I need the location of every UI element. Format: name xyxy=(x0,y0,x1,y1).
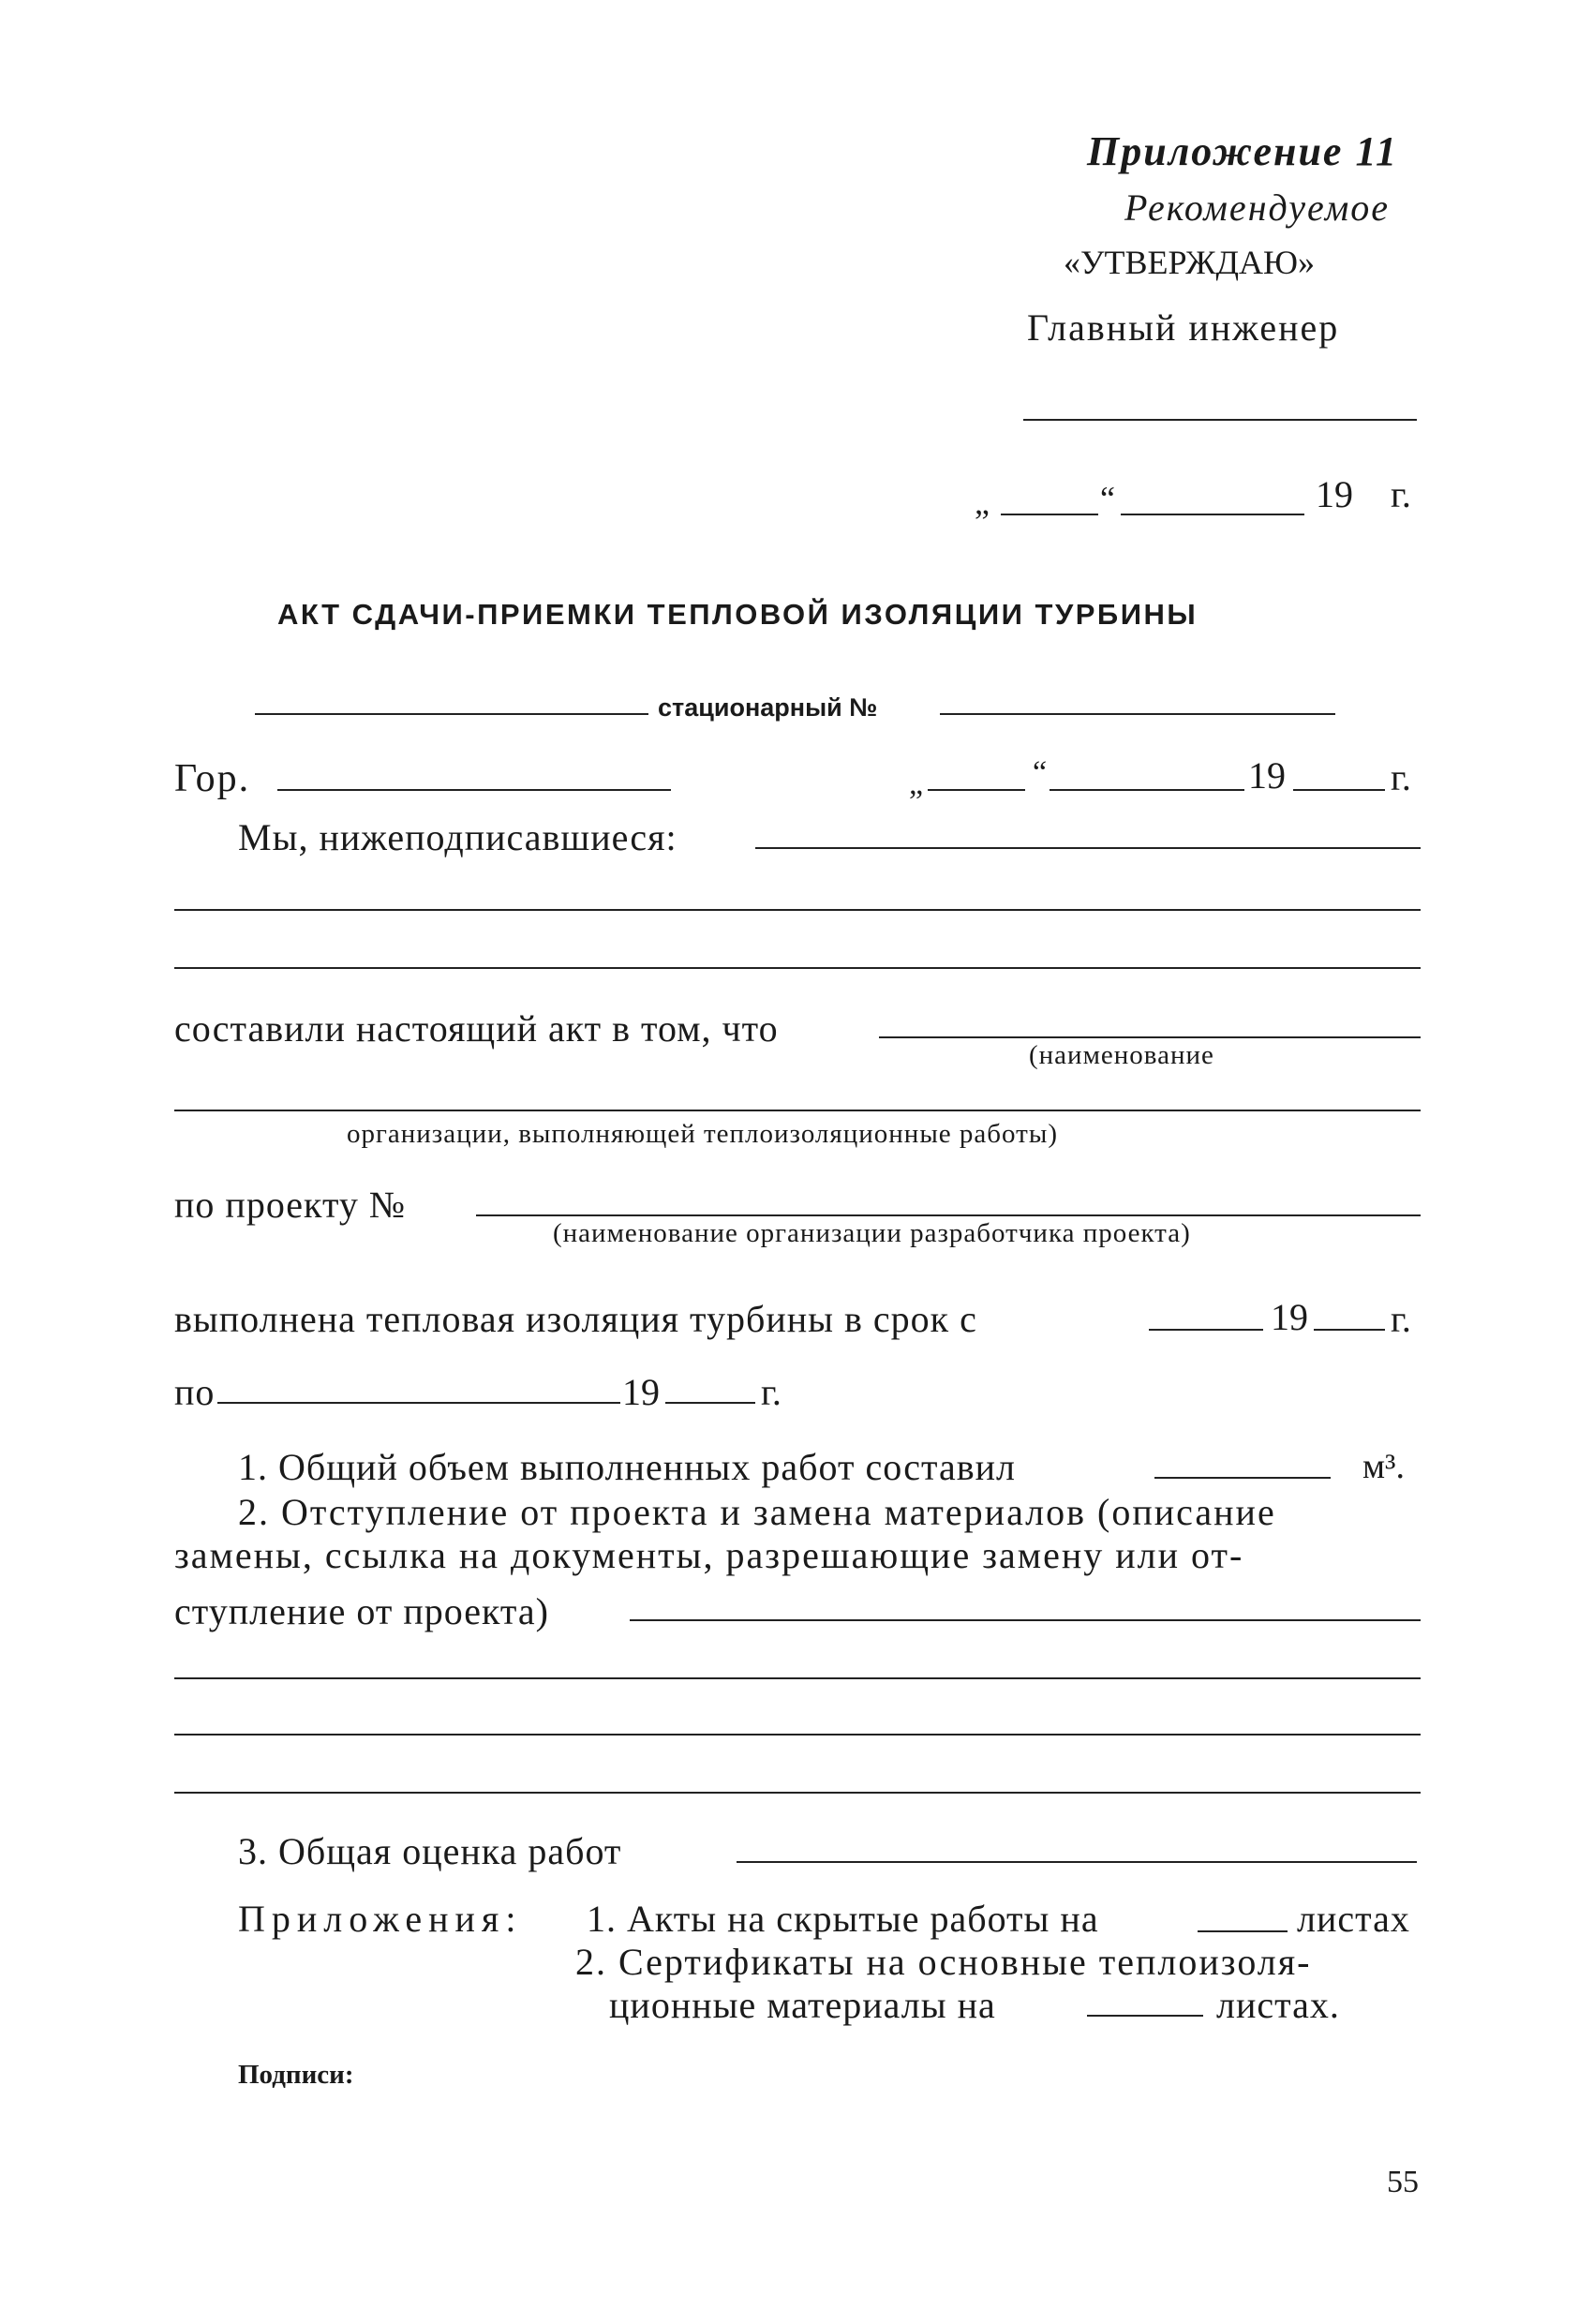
act-date-year-line[interactable] xyxy=(1293,789,1385,791)
item2-line1: 2. Отступление от проекта и замена материалов (описание xyxy=(238,1491,1276,1533)
approve-date-year-suffix: г. xyxy=(1391,473,1411,515)
city-label: Гор. xyxy=(174,757,251,800)
appendix-title: Приложение 11 xyxy=(1087,128,1399,174)
period-suffix-2: г. xyxy=(761,1371,782,1413)
attachment2-unit: листах. xyxy=(1216,1984,1340,2026)
chief-engineer-label: Главный инженер xyxy=(1027,306,1340,349)
city-line[interactable] xyxy=(277,789,671,791)
undersigned-line-2[interactable] xyxy=(174,909,1421,911)
period-to-label: по xyxy=(174,1371,216,1413)
period-start-line[interactable] xyxy=(1149,1329,1263,1331)
act-date-day-line[interactable] xyxy=(928,789,1025,791)
signatures-label: Подписи: xyxy=(238,2060,354,2090)
stationary-number-label: стационарный № xyxy=(658,693,878,722)
deviations-line-4[interactable] xyxy=(174,1792,1421,1794)
deviations-line-2[interactable] xyxy=(174,1677,1421,1679)
page-number: 55 xyxy=(1387,2165,1419,2199)
attachment1-text: 1. Акты на скрытые работы на xyxy=(587,1898,1099,1940)
period-year-1-line[interactable] xyxy=(1314,1329,1385,1331)
attachment2-sheets-line[interactable] xyxy=(1087,2015,1203,2017)
overall-assessment-line[interactable] xyxy=(737,1861,1417,1863)
volume-unit: м³. xyxy=(1362,1447,1405,1486)
act-date-month-line[interactable] xyxy=(1050,789,1244,791)
composed-act-label: составили настоящий акт в том, что xyxy=(174,1007,779,1050)
document-title: АКТ СДАЧИ-ПРИЕМКИ ТЕПЛОВОЙ ИЗОЛЯЦИИ ТУРБИНЫ xyxy=(277,598,1198,631)
contractor-line-2[interactable] xyxy=(174,1110,1421,1111)
approve-date-year: 19 xyxy=(1316,473,1353,515)
item2-line2: замены, ссылка на документы, разрешающие замену или от- xyxy=(174,1534,1244,1576)
caption-contractor-organization: организации, выполняющей теплоизоляционные работы) xyxy=(347,1119,1058,1149)
attachment1-sheets-line[interactable] xyxy=(1198,1930,1288,1932)
act-date-close-quote: “ xyxy=(1033,755,1048,790)
turbine-type-line[interactable] xyxy=(255,713,648,715)
caption-name: (наименование xyxy=(1029,1040,1214,1070)
attachments-label: Приложения: xyxy=(238,1898,523,1940)
attachment1-unit: листах xyxy=(1297,1898,1410,1940)
period-year-2: 19 xyxy=(622,1371,660,1413)
item2-line3: ступление от проекта) xyxy=(174,1590,549,1632)
act-date-year: 19 xyxy=(1248,754,1286,797)
approve-date-open-quote: „ xyxy=(975,484,990,521)
period-end-line[interactable] xyxy=(217,1402,620,1404)
item1-text: 1. Общий объем выполненных работ составил xyxy=(238,1446,1016,1488)
project-line[interactable] xyxy=(476,1214,1421,1216)
approve-date-close-quote: “ xyxy=(1100,480,1115,517)
undersigned-label: Мы, нижеподписавшиеся: xyxy=(238,816,677,858)
undersigned-line-1[interactable] xyxy=(755,847,1421,849)
chief-engineer-signature-line[interactable] xyxy=(1023,419,1417,421)
attachment2-line1: 2. Сертификаты на основные теплоизоля- xyxy=(575,1941,1312,1983)
item3-text: 3. Общая оценка работ xyxy=(238,1830,622,1872)
caption-developer-organization: (наименование организации разработчика проекта) xyxy=(553,1218,1191,1248)
project-label: по проекту № xyxy=(174,1184,407,1226)
undersigned-line-3[interactable] xyxy=(174,967,1421,969)
deviations-line-1[interactable] xyxy=(630,1619,1421,1621)
period-year-1: 19 xyxy=(1271,1296,1308,1338)
period-year-2-line[interactable] xyxy=(665,1402,755,1404)
attachment2-line2: ционные материалы на xyxy=(609,1984,996,2026)
approve-label: «УТВЕРЖДАЮ» xyxy=(1064,244,1316,281)
act-date-open-quote: „ xyxy=(909,767,924,801)
volume-line[interactable] xyxy=(1154,1477,1331,1479)
period-suffix-1: г. xyxy=(1391,1298,1411,1340)
deviations-line-3[interactable] xyxy=(174,1734,1421,1736)
act-date-year-suffix: г. xyxy=(1391,756,1411,798)
stationary-number-line[interactable] xyxy=(940,713,1335,715)
insulation-done-label: выполнена тепловая изоляция турбины в срок с xyxy=(174,1298,977,1340)
contractor-line-1[interactable] xyxy=(879,1036,1421,1038)
approve-date-month-line[interactable] xyxy=(1121,514,1304,515)
recommended-label: Рекомендуемое xyxy=(1124,186,1391,229)
approve-date-day-line[interactable] xyxy=(1001,514,1098,515)
